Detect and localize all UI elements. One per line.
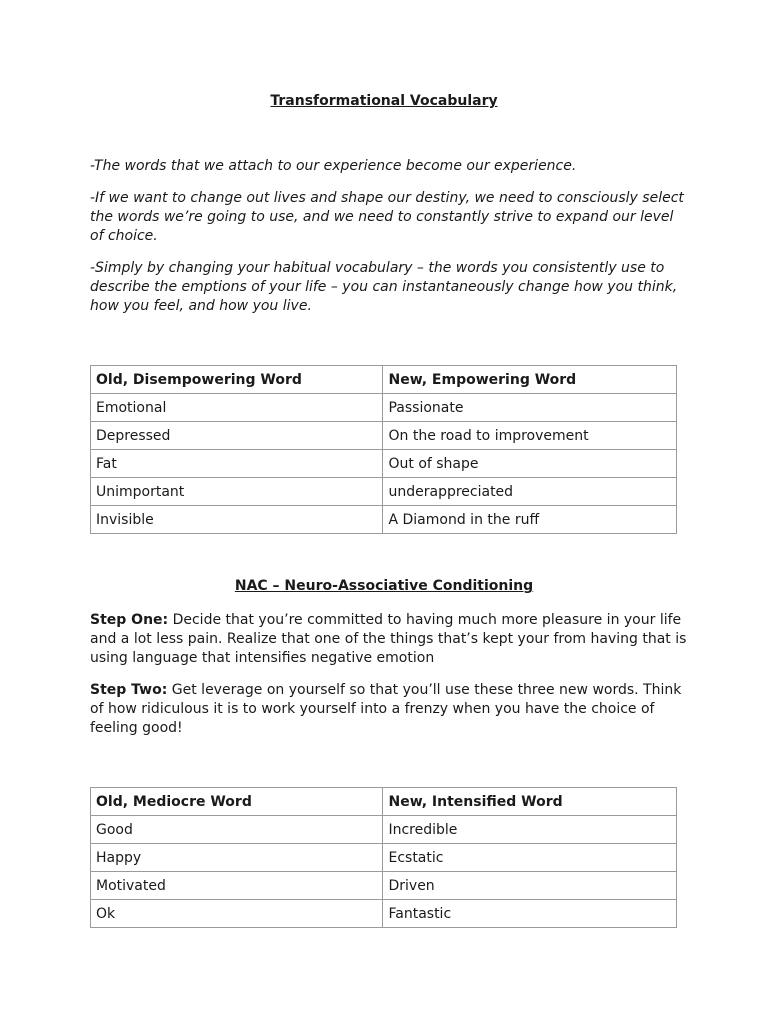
step-one-text: Decide that you’re committed to having much more pleasure in your life and a lot less pain. Realize that one of the things that’s kept your from having that is using language that intensifies negative emotion (90, 612, 687, 666)
table-cell: Invisible (91, 506, 383, 534)
table-header-cell: New, Empowering Word (383, 366, 677, 394)
table-header-cell: New, Intensified Word (383, 788, 677, 816)
intro-paragraph-3: -Simply by changing your habitual vocabulary – the words you consistently use to describe the emptions of your life – you can instantaneously change how you think, how you feel, and how you live. (90, 260, 678, 314)
table-cell: Incredible (383, 816, 677, 844)
table-cell: Fantastic (383, 900, 677, 928)
table-cell: Passionate (383, 394, 677, 422)
disempowering-words-table (90, 365, 677, 534)
table-cell: Driven (383, 872, 677, 900)
table-cell: Depressed (91, 422, 383, 450)
table-cell: underappreciated (383, 478, 677, 506)
table-cell: Emotional (91, 394, 383, 422)
table-row (91, 450, 677, 478)
section-title: NAC – Neuro-Associative Conditioning (234, 578, 534, 594)
table-cell: Good (91, 816, 383, 844)
table-row (91, 394, 677, 422)
table-cell: Fat (91, 450, 383, 478)
table-row (91, 872, 677, 900)
table-cell: Ok (91, 900, 383, 928)
table-header-cell: Old, Mediocre Word (91, 788, 383, 816)
intensified-words-table (90, 787, 677, 928)
table-cell: Happy (91, 844, 383, 872)
table-cell: On the road to improvement (383, 422, 677, 450)
table-header-row (91, 788, 677, 816)
step-two-label: Step Two: (90, 682, 168, 698)
step-one-paragraph (90, 611, 690, 668)
step-one-label: Step One: (90, 612, 169, 628)
table-cell: Out of shape (383, 450, 677, 478)
intro-paragraph-2: -If we want to change out lives and shape our destiny, we need to consciously select the words we’re going to use, and we need to constantly strive to expand our level of choice. (90, 190, 684, 244)
table-row (91, 900, 677, 928)
table-row (91, 422, 677, 450)
table-row (91, 816, 677, 844)
table-cell: Ecstatic (383, 844, 677, 872)
table-cell: A Diamond in the ruff (383, 506, 677, 534)
step-two-paragraph (90, 681, 690, 738)
step-two-text: Get leverage on yourself so that you’ll use these three new words. Think of how ridiculous it is to work yourself into a frenzy when you have the choice of feeling good! (90, 682, 682, 736)
intro-paragraph-1: -The words that we attach to our experience become our experience. (90, 158, 577, 174)
table-cell: Motivated (91, 872, 383, 900)
page-title: Transformational Vocabulary (270, 93, 498, 109)
table-row (91, 506, 677, 534)
table-cell: Unimportant (91, 478, 383, 506)
table-header-cell: Old, Disempowering Word (91, 366, 383, 394)
table-header-row (91, 366, 677, 394)
table-row (91, 844, 677, 872)
table-row (91, 478, 677, 506)
